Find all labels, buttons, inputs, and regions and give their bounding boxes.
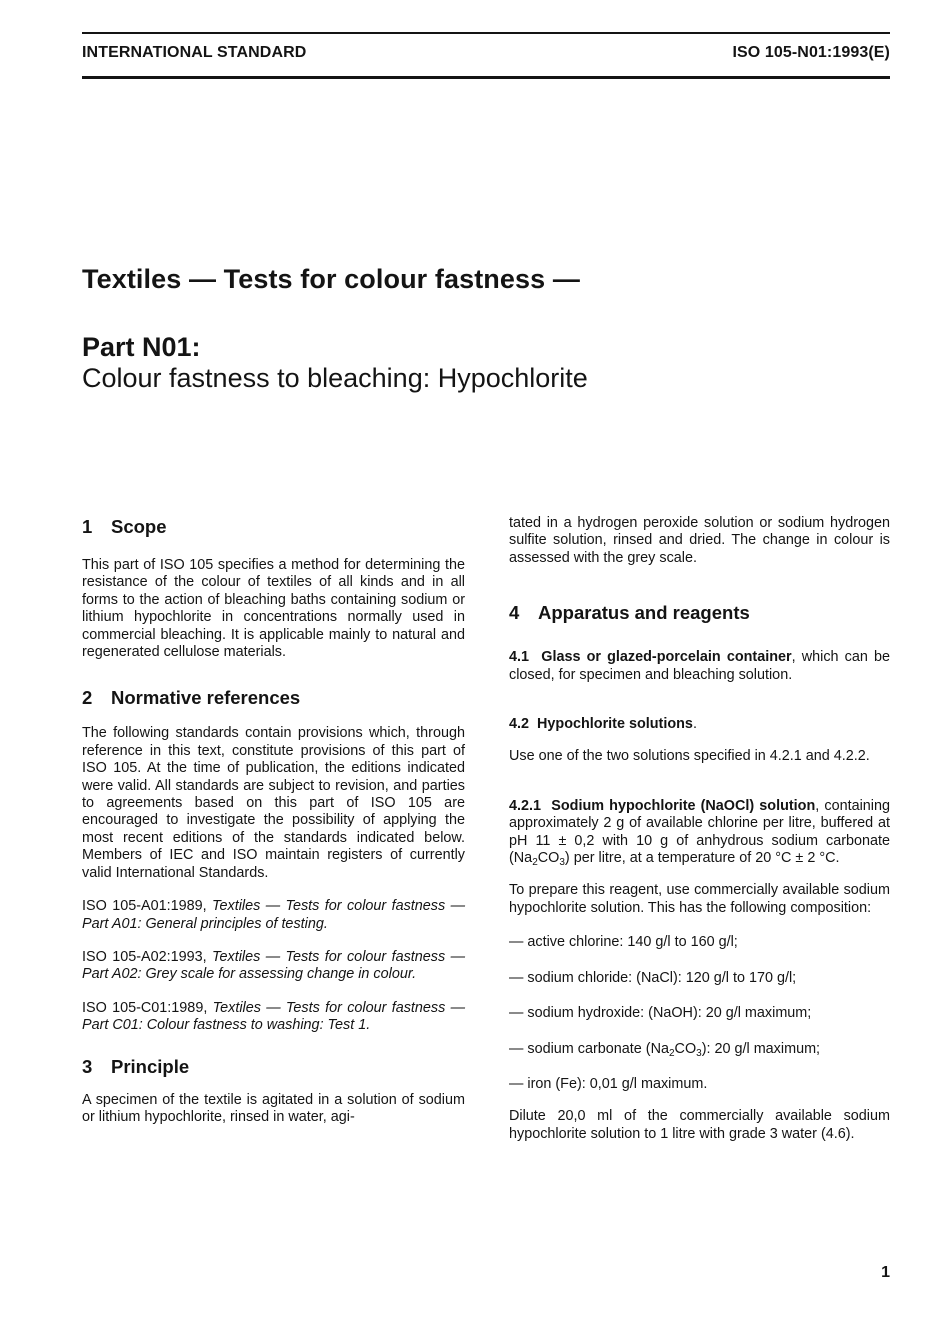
section-apparatus-heading: 4 Apparatus and reagents <box>509 602 750 624</box>
composition-item: — sodium chloride: (NaCl): 120 g/l to 170 g/l; <box>509 969 797 986</box>
clause-4-1: 4.1 Glass or glazed-porcelain container, which can be closed, for specimen and bleaching solution. <box>509 649 890 683</box>
reference-item: ISO 105-C01:1989, Textiles — Tests for colour fastness — Part C01: Colour fastness to washing: Test 1. <box>82 999 466 1034</box>
section-normative-heading: 2 Normative references <box>82 687 301 709</box>
prepare-text: To prepare this reagent, use commercially available sodium hypochlorite solution. This has the following composition: <box>509 882 890 916</box>
clause-4-2-1: 4.2.1 Sodium hypochlorite (NaOCl) solution, containing approximately 2 g of available chlorine per litre, buffered at pH 11 ± 0,2 with 10 g of anhydrous sodium carbonate $(Na_2CO_3)$ per litre, at a temperature of 20 °C ± 2 °C. <box>509 797 890 869</box>
header-doc-type: INTERNATIONAL STANDARD <box>82 44 307 61</box>
right-column <box>509 515 890 1143</box>
section-scope-heading: 1 Scope <box>82 516 167 537</box>
composition-item: — iron (Fe): 0,01 g/l maximum. <box>509 1075 708 1092</box>
document-subtitle: Colour fastness to bleaching: Hypochlorite <box>82 363 588 393</box>
document-title: Textiles — Tests for colour fastness — <box>82 264 580 294</box>
document-part: Part N01: <box>82 332 201 362</box>
page-number: 1 <box>881 1264 890 1281</box>
clause-4-2-text: Use one of the two solutions specified in 4.2.1 and 4.2.2. <box>509 748 870 765</box>
composition-item: — sodium carbonate $(Na_2CO_3)$: 20 g/l maximum; <box>509 1040 821 1059</box>
section-principle-heading: 3 Principle <box>82 1055 190 1077</box>
reference-item: ISO 105-A01:1989, Textiles — Tests for colour fastness — Part A01: General principles of testing. <box>82 898 465 932</box>
dilute-text: Dilute 20,0 ml of the commercially available sodium hypochlorite solution to 1 litre with grade 3 water (4.6). <box>509 1108 890 1142</box>
header-doc-number: ISO 105-N01:1993(E) <box>732 44 890 61</box>
section-principle-continued: tated in a hydrogen peroxide solution or sodium hydrogen sulfite solution, rinsed and dried. The change in colour is assessed with the grey scale. <box>509 515 890 566</box>
section-principle-text: A specimen of the textile is agitated in a solution of sodium or lithium hypochlorite, rinsed in water, agi- <box>82 1091 465 1125</box>
section-scope-text: This part of ISO 105 specifies a method for determining the resistance of the colour of textiles of all kinds and in all forms to the action of bleaching baths containing sodium or lithium hypochlorite in concentrations normally used in commercial bleaching. It is applicable mainly to natural and regenerated cellulose materials. <box>82 557 465 661</box>
clause-4-2: 4.2 Hypochlorite solutions. <box>509 716 697 733</box>
header-bottom-rule <box>82 76 890 79</box>
reference-item: ISO 105-A02:1993, Textiles — Tests for colour fastness — Part A02: Grey scale for assessing change in colour. <box>82 948 465 983</box>
left-column <box>82 515 465 1126</box>
section-normative-text: The following standards contain provisions which, through reference in this text, constitute provisions of this part of ISO 105. At the time of publication, the editions indicated were valid. All standards are subject to revision, and parties to agreements based on this part of ISO 105 are encouraged to investigate the possibility of applying the most recent editions of the standards indicated below. Members of IEC and ISO maintain registers of currently valid International Standards. <box>82 725 465 881</box>
composition-item: — active chlorine: 140 g/l to 160 g/l; <box>509 934 738 951</box>
composition-item: — sodium hydroxide: (NaOH): 20 g/l maximum; <box>509 1005 812 1022</box>
header-top-rule <box>82 32 890 34</box>
